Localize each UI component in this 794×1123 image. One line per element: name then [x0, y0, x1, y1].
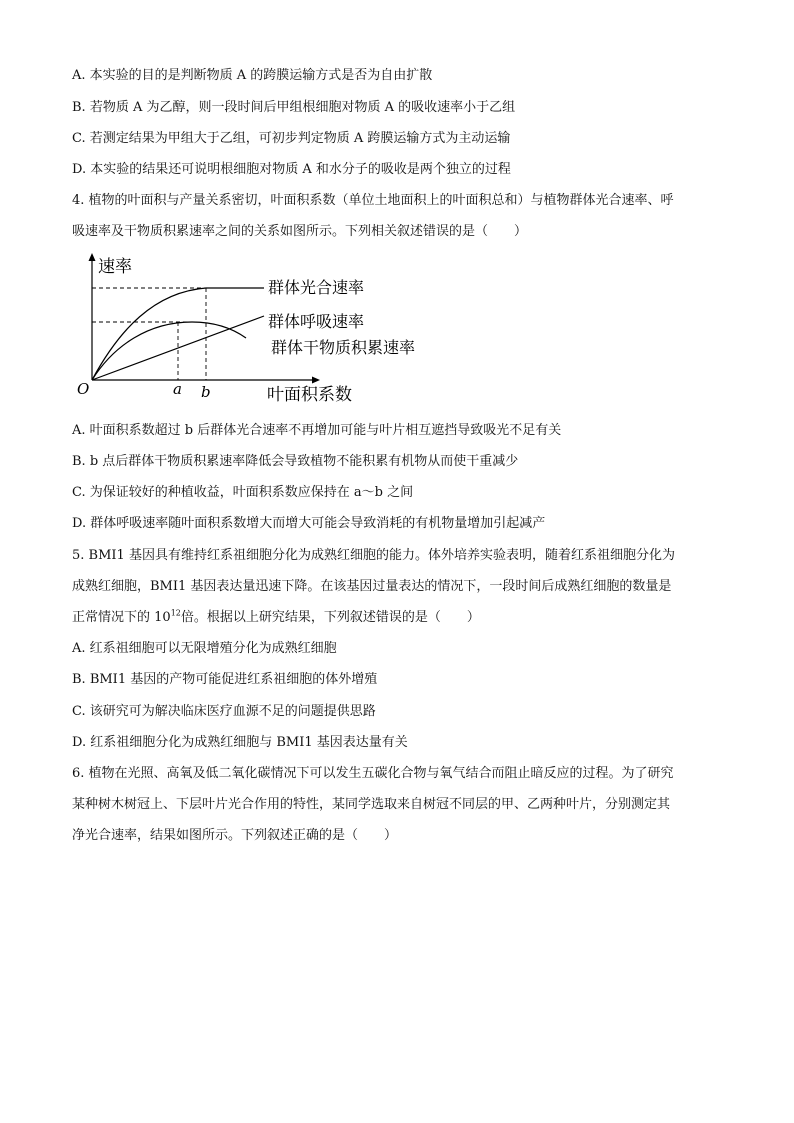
- q6-stem-line2: 某种树木树冠上、下层叶片光合作用的特性，某同学选取来自树冠不同层的甲、乙两种叶片，分别测定其: [72, 797, 671, 812]
- tick-b-label: b: [201, 383, 211, 401]
- label-respiration: 群体呼吸速率: [268, 312, 365, 331]
- q4-stem-line2: 吸速率及干物质积累速率之间的关系如图所示。下列相关叙述错误的是（ ）: [72, 224, 528, 239]
- label-dry-matter: 群体干物质积累速率: [271, 338, 416, 357]
- y-axis-arrow: [89, 253, 96, 261]
- q4-option-b: B. b 点后群体干物质积累速率降低会导致植物不能积累有机物从而使干重减少: [72, 454, 519, 469]
- origin-label: O: [77, 380, 90, 398]
- tick-a-label: a: [173, 380, 182, 398]
- q3-option-a: A. 本实验的目的是判断物质 A 的跨膜运输方式是否为自由扩散: [72, 68, 433, 83]
- exponent: 12: [170, 608, 181, 618]
- q6-stem-line3: 净光合速率，结果如图所示。下列叙述正确的是（ ）: [72, 828, 398, 843]
- q4-figure: [74, 250, 474, 410]
- q6-stem-line1: 6. 植物在光照、高氧及低二氧化碳情况下可以发生五碳化合物与氧气结合而阻止暗反应的过程。为了研究: [72, 766, 674, 781]
- q4-option-c: C. 为保证较好的种植收益，叶面积系数应保持在 a～b 之间: [72, 485, 414, 500]
- q5-stem-line1: 5. BMI1 基因具有维持红系祖细胞分化为成熟红细胞的能力。体外培养实验表明，随着红系祖细胞分化为: [72, 548, 675, 563]
- q4-option-a: A. 叶面积系数超过 b 后群体光合速率不再增加可能与叶片相互遮挡导致吸光不足有关: [72, 423, 562, 438]
- q5-stem-line3: 正常情况下的 $10^{12}$倍。根据以上研究结果，下列叙述错误的是（ ）: [72, 608, 480, 625]
- q5-option-c: C. 该研究可为解决临床医疗血源不足的问题提供思路: [72, 704, 376, 719]
- x-axis-arrow: [312, 377, 320, 384]
- q3-option-c: C. 若测定结果为甲组大于乙组，可初步判定物质 A 跨膜运输方式为主动运输: [72, 131, 511, 146]
- q3-option-d: D. 本实验的结果还可说明根细胞对物质 A 和水分子的吸收是两个独立的过程: [72, 162, 511, 177]
- q4-option-d: D. 群体呼吸速率随叶面积系数增大而增大可能会导致消耗的有机物量增加引起减产: [72, 516, 546, 531]
- q5-option-a: A. 红系祖细胞可以无限增殖分化为成熟红细胞: [72, 641, 337, 656]
- q4-stem-line1: 4. 植物的叶面积与产量关系密切，叶面积系数（单位土地面积上的叶面积总和）与植物群体光合速率、呼: [72, 193, 674, 208]
- label-photosynthesis: 群体光合速率: [268, 278, 365, 297]
- y-axis-label: 速率: [98, 257, 132, 277]
- q3-option-b: B. 若物质 A 为乙醇，则一段时间后甲组根细胞对物质 A 的吸收速率小于乙组: [72, 100, 516, 115]
- x-axis-label: 叶面积系数: [267, 385, 352, 405]
- q5-option-b: B. BMI1 基因的产物可能促进红系祖细胞的体外增殖: [72, 672, 378, 687]
- q5-option-d: D. 红系祖细胞分化为成熟红细胞与 BMI1 基因表达量有关: [72, 735, 408, 750]
- q5-stem-line2: 成熟红细胞，BMI1 基因表达量迅速下降。在该基因过量表达的情况下，一段时间后成熟红细胞的数量是: [72, 579, 672, 594]
